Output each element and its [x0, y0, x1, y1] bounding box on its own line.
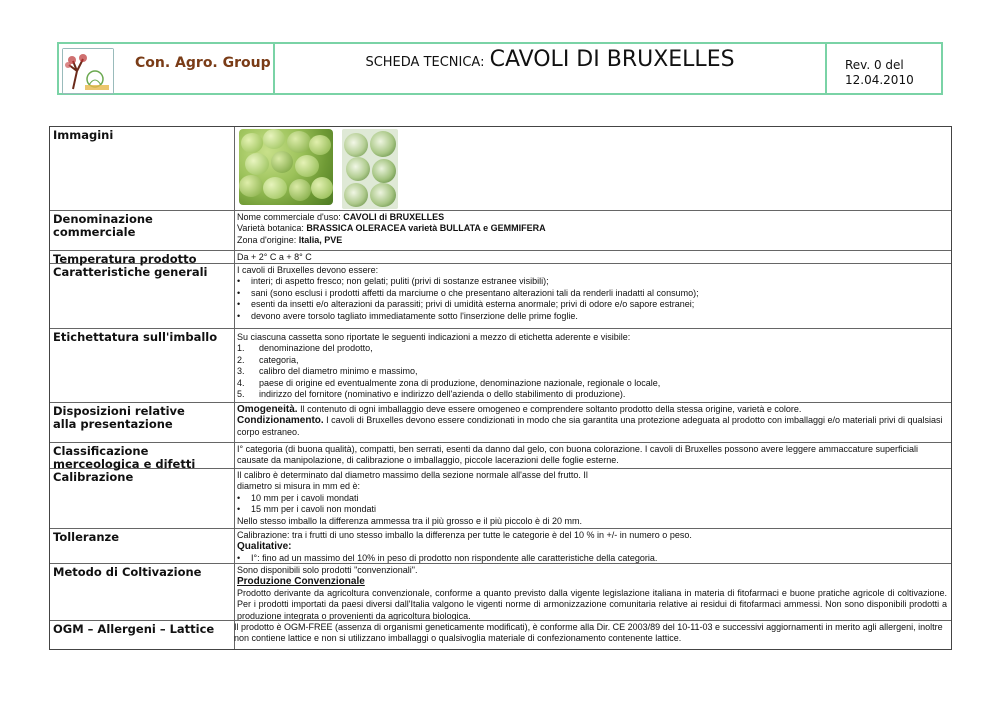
- row-value: Il prodotto è OGM-FREE (assenza di organismi geneticamente modificati), è conforme alla Dir. CE 2003/89 del 10-11-03 e successivi aggiornamenti in merito agli allergeni, inoltre non contiene lattice e non si utilizzano imballaggi o qualsivoglia materiale di confezionamento contenente lattice.: [234, 622, 943, 644]
- row-etichettatura: [50, 329, 951, 403]
- origin-zone-label: Zona d'origine:: [237, 234, 299, 245]
- condizionamento-heading: Condizionamento.: [237, 415, 324, 427]
- company-name: Con. Agro. Group: [135, 55, 271, 71]
- row-value: [237, 332, 947, 400]
- spec-table: [49, 126, 952, 650]
- row-label: Denominazione commerciale: [53, 212, 153, 239]
- row-ogm: [50, 621, 951, 649]
- row-value: [237, 265, 947, 322]
- row-temperatura: [50, 251, 951, 264]
- row-denominazione: [50, 211, 951, 251]
- row-label: Disposizioni relative alla presentazione: [53, 404, 185, 431]
- row-classificazione: [50, 443, 951, 469]
- company-logo: [62, 48, 114, 94]
- header-revision-cell: [827, 44, 941, 93]
- document-header: [57, 42, 943, 95]
- revision-line: Rev. 0 del: [845, 58, 904, 72]
- row-label: Etichettatura sull'imballo: [53, 330, 218, 344]
- row-disposizioni: [50, 403, 951, 443]
- row-calibrazione: [50, 469, 951, 529]
- list-item: • 10 mm per i cavoli mondati: [237, 492, 359, 503]
- list-item: • interi; di aspetto fresco; non gelati; puliti (privi di sostanze estranee visibili);: [237, 276, 549, 287]
- row-value: Da + 2° C a + 8° C: [237, 252, 312, 262]
- row-value: Il calibro è determinato dal diametro massimo della sezione normale all'asse del frutto. Il diametro si misura in mm ed è: • 10 mm per i cavoli mondati • 15 mm per i cavoli non mondati Nello stesso imballo la differenza ammessa tra il più grosso e il più piccolo è di 20 mm.: [237, 470, 947, 527]
- botanical-variety: BRASSICA OLERACEA varietà BULLATA e GEMMIFERA: [306, 223, 546, 234]
- row-label: Immagini: [53, 128, 114, 142]
- list-item: • 15 mm per i cavoli non mondati: [237, 504, 377, 515]
- row-label: Temperatura prodotto: [53, 252, 197, 266]
- revision-date: 12.04.2010: [845, 73, 914, 87]
- list-item: • devono avere torsolo tagliato immediatamente sotto l'inserzione delle prime foglie.: [237, 310, 578, 321]
- list-item: • sani (sono esclusi i prodotti affetti da marciume o che presentano alterazioni tali da renderli inadatti al consumo);: [237, 287, 699, 298]
- row-tolleranze: [50, 529, 951, 564]
- list-item: 4. paese di origine ed eventualmente zona di produzione, denominazione nazionale, regionale o locale,: [237, 377, 661, 388]
- row-value: Sono disponibili solo prodotti "convenzionali". Produzione Convenzionale Prodotto derivante da agricoltura convenzionale, conforme a quanto previsto dalla vigente legislazione italiana in materia di fitofarmaci e buone pratiche agricole di coltivazione. Per i prodotti importati da paesi diversi dall'Italia valgono le vigenti norme di armonizzazione comunitaria relative ai residui di fitofarmaci ammessi. Non sono disponibili prodotti a produzione integrata o provenienti da agricoltura biologica.: [237, 565, 947, 621]
- origin-zone: Italia, PVE: [298, 234, 343, 245]
- row-metodo: [50, 564, 951, 621]
- row-label: Classificazione merceologica e difetti: [53, 444, 196, 471]
- produzione-heading: Produzione Convenzionale: [237, 576, 365, 588]
- list-item: • esenti da insetti e/o alterazioni da parassiti; privi di umidità esterna anormale; privi di odore e/o sapore estranei;: [237, 299, 695, 310]
- row-value: [237, 212, 947, 246]
- header-title-cell: [275, 44, 827, 93]
- revision-info: [845, 58, 914, 88]
- row-caratteristiche: [50, 264, 951, 329]
- omogeneita-heading: Omogeneità.: [237, 404, 298, 415]
- row-label: Tolleranze: [53, 530, 120, 544]
- botanical-variety-label: Varietà botanica:: [237, 223, 307, 234]
- row-label: Metodo di Coltivazione: [53, 565, 202, 579]
- list-item: 2. categoria,: [237, 354, 299, 365]
- row-value: Omogeneità. Il contenuto di ogni imballaggio deve essere omogeneo e comprendere soltanto prodotto della stessa origine, varietà e colore. Condizionamento. I cavoli di Bruxelles devono essere condizionati in modo che sia garantita una protezione adeguata al prodotto con imballaggi e/o materiali privi di qualsiasi corpo estraneo.: [237, 404, 943, 437]
- title-product: CAVOLI DI BRUXELLES: [489, 47, 735, 72]
- row-label: Caratteristiche generali: [53, 265, 208, 279]
- row-value: I° categoria (di buona qualità), compatti, ben serrati, esenti da danno dal gelo, con buona colorazione. I cavoli di Bruxelles possono avere leggere ammaccature superficiali causate da manipolazione, di calibrazione o imballaggio, piccole lacerazioni delle foglie esterne.: [237, 444, 918, 466]
- row-immagini: [50, 127, 951, 211]
- product-image-loose: [239, 129, 333, 205]
- header-logo-cell: [59, 44, 275, 93]
- qualitative-heading: Qualitative:: [237, 541, 292, 553]
- row-value: Calibrazione: tra i frutti di uno stesso imballo la differenza per tutte le categorie è del 10 % in +/- in numero o peso. Qualitative: • I°: fino ad un massimo del 10% in peso di prodotto non rispondente alle caratteristiche della categoria.: [237, 530, 947, 564]
- document-title: [275, 47, 825, 72]
- row-label: OGM – Allergeni – Lattice: [53, 622, 215, 636]
- list-item: 5. indirizzo del fornitore (nominativo e indirizzo dell'azienda o dello stabilimento di produzione).: [237, 389, 626, 400]
- commercial-name-label: Nome commerciale d'uso:: [237, 212, 344, 222]
- list-item: 3. calibro del diametro minimo e massimo,: [237, 366, 418, 377]
- list-item: • I°: fino ad un massimo del 10% in peso di prodotto non rispondente alle caratteristiche della categoria.: [237, 552, 658, 563]
- intro-text: Su ciascuna cassetta sono riportate le seguenti indicazioni a mezzo di etichetta aderente e visibile:: [237, 332, 631, 342]
- row-label: Calibrazione: [53, 470, 134, 484]
- list-item: 1. denominazione del prodotto,: [237, 343, 373, 354]
- commercial-name: CAVOLI di BRUXELLES: [343, 212, 445, 222]
- intro-text: I cavoli di Bruxelles devono essere:: [237, 265, 379, 275]
- product-image-close-up: [342, 129, 398, 209]
- title-prefix: SCHEDA TECNICA:: [365, 55, 485, 70]
